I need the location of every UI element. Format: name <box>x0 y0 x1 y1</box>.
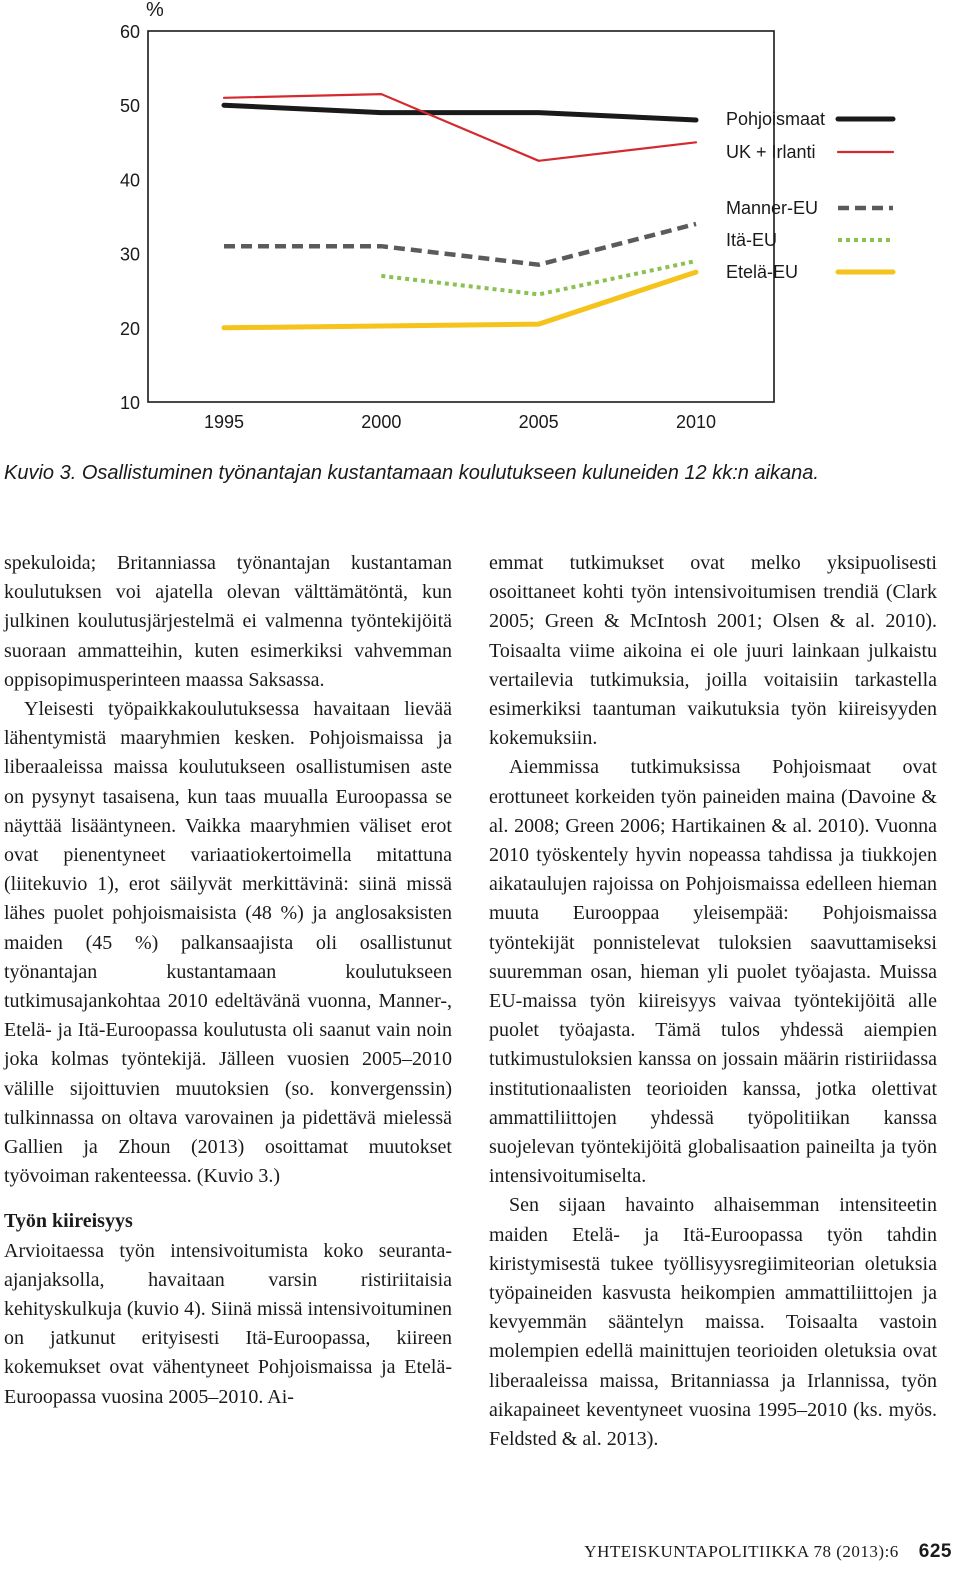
page-number: 625 <box>918 1541 952 1562</box>
x-tick-label: 2005 <box>518 412 559 432</box>
series-lines <box>224 94 696 328</box>
y-tick-label: 30 <box>119 244 140 265</box>
paragraph: Aiemmissa tutkimuksissa Pohjoismaat ovat erottuneet korkeiden työn paineiden maina (Davoine & al. 2008; Green 2006; Hartikainen & al. 2010). Vuonna 2010 työskentely hyvin nopeassa tahdissa ja tiukkojen aikataulujen rajoissa on Pohjoismaissa edelleen hieman muuta Eurooppaa yleisempää: Pohjoismaissa työntekijät ponnistelevat tuloksien saavuttamiseksi suuremman osan, hieman yli puolet työajasta. Muissa EU-maissa työn kiireisyys vaivaa työntekijöitä alle puolet työajasta. Tämä tulos yhdessä aiempien tutkimustuloksien kanssa on jossain määrin ristiriidassa institutionaalisten teorioiden kanssa, jotka olettivat ammattiliittojen yhdessä työpolitiikan kanssa suojelevan työntekijöitä globalisaation paineilta ja työn intensivoitumiselta. <box>489 756 937 1188</box>
figure-caption: Kuvio 3. Osallistuminen työnantajan kustantamaan koulutukseen kuluneiden 12 kk:n aikana. <box>4 462 819 484</box>
paragraph: Sen sijaan havainto alhaisemman intensiteetin maiden Etelä- ja Itä-Euroopassa työn tahdin kiristymisestä tukee työllisyysregiimiteorian oletuksia työpaineiden kasvusta heikompien ammattiliittojen ja kevyemmän sääntelyn maissa. Toisaalta vastoin molempien edellä mainittujen teorioiden oletuksia ovat liberaaleissa maissa, Britanniassa ja Irlannissa, työn aikapaineet keventyneet vuosina 1995–2010 (ks. myös. Feldsted & al. 2013). <box>489 1194 937 1451</box>
x-axis-ticks <box>204 412 716 432</box>
paragraph: Arvioitaessa työn intensivoitumista koko seuranta-ajanjaksolla, havaitaan varsin ristiriitaisia kehityskulkuja (kuvio 4). Siinä missä intensivoituminen on jatkunut erityisesti Itä-Euroopassa, kiireen kokemukset ovat vähentyneet Pohjoismaissa ja Etelä-Euroopassa vuosina 2005–2010. Ai- <box>4 1239 452 1408</box>
paragraph: Yleisesti työpaikkakoulutuksessa havaitaan lievää lähentymistä maaryhmien kesken. Pohjoismaissa ja liberaaleissa maissa koulutukseen osallistumisen aste on pysynyt tasaisena, kun taas muualla Euroopassa se näyttää lisääntyneen. Vaikka maaryhmien väliset erot ovat pienentyneet variaatiokertoimella mitattuna (liitekuvio 1), erot säilyvät merkittävinä: siinä missä lähes puolet pohjoismaisista (48 %) ja anglosaksisten maiden (45 %) palkansaajista oli osallistunut työnantajan kustantamaan koulutukseen tutkimusajankohtaa 2010 edeltävänä vuonna, Manner-, Etelä- ja Itä-Euroopassa koulutusta oli saanut vain noin joka kolmas työntekijä. Jälleen vuosien 2005–2010 välille sijoittuvien muutoksien (so. konvergenssin) tulkinnassa on oltava varovainen ja pidettävä mielessä Gallien ja Zhoun (2013) osoittamat muutokset työvoiman rakenteessa. (Kuvio 3.) <box>4 698 452 1188</box>
x-tick-label: 1995 <box>203 412 245 432</box>
y-tick-label: 50 <box>119 96 140 117</box>
paragraph: spekuloida; Britanniassa työnantajan kustantaman koulutuksen voi ajatella olevan välttämätöntä, kun julkinen koulutusjärjestelmä ei valmenna työntekijöitä suoraan ammatteihin, kuten esimerkiksi vahvemman oppisopimusperinteen maassa Saksassa. <box>4 552 452 691</box>
legend-label: Etelä-EU <box>726 262 799 282</box>
y-unit-label: % <box>146 0 164 21</box>
series-line <box>224 105 696 120</box>
y-tick-label: 40 <box>119 170 140 191</box>
right-column <box>489 549 937 1454</box>
y-axis-ticks <box>120 22 140 413</box>
legend-label: UK + Irlanti <box>726 142 816 162</box>
section-heading: Työn kiireisyys <box>4 1210 133 1233</box>
legend <box>726 109 893 282</box>
x-tick-label: 2000 <box>361 412 402 432</box>
plot-frame <box>148 31 774 402</box>
series-line <box>224 272 696 328</box>
y-tick-label: 10 <box>119 393 140 413</box>
series-line <box>224 224 696 265</box>
paragraph: emmat tutkimukset ovat melko yksipuolisesti osoittaneet kohti työn intensivoitumisen trendiä (Clark 2005; Green & McIntosh 2001; Olsen & al. 2010). Toisaalta viime aikoina ei ole juuri lainkaan julkaistu vertailevia tutkimuksia, joilla voitaisiin tarkastella esimerkiksi taantuman vaikutuksia työn kiireisyyden kokemuksiin. <box>489 552 937 750</box>
legend-label: Itä-EU <box>726 230 778 250</box>
y-tick-label: 20 <box>119 318 140 339</box>
journal-name: YHTEISKUNTAPOLITIIKKA 78 (2013):6 <box>584 1542 899 1561</box>
x-tick-label: 2010 <box>675 412 717 432</box>
legend-label: Manner-EU <box>726 198 819 218</box>
line-chart <box>0 0 960 450</box>
series-line <box>224 94 696 161</box>
y-tick-label: 60 <box>119 22 140 42</box>
page-footer <box>584 1541 952 1563</box>
legend-label: Pohjoismaat <box>726 109 826 129</box>
left-column <box>4 549 452 1412</box>
